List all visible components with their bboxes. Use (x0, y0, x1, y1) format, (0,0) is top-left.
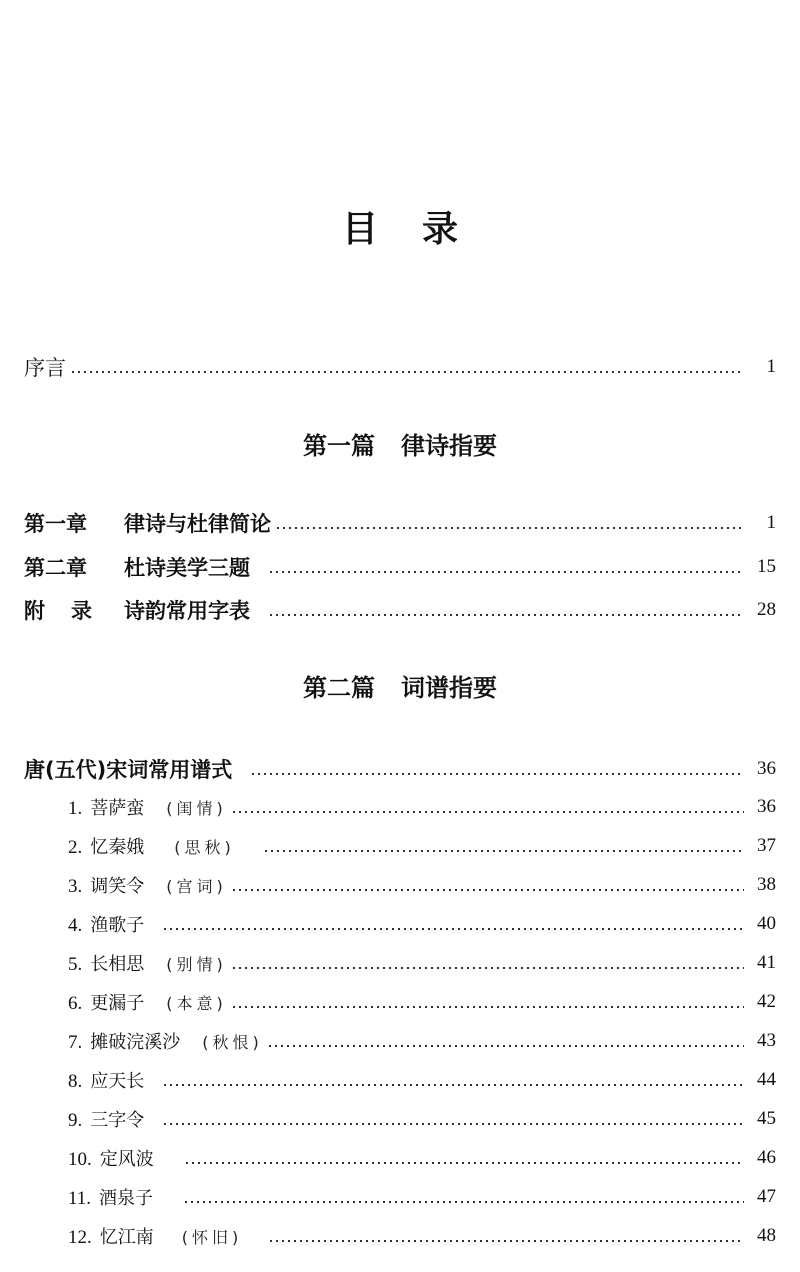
part-number: 第二篇 (303, 674, 375, 702)
entry-number: 10. (68, 1149, 92, 1170)
part-heading-1 (0, 430, 800, 462)
entry-title: 应天长 (90, 1071, 145, 1092)
entry-title: 忆江南 (99, 1227, 154, 1248)
toc-entry-ci-7[interactable] (0, 1026, 800, 1056)
part-heading-2 (0, 672, 800, 704)
toc-page-number: 41 (757, 952, 776, 973)
toc-entry-ci-11[interactable] (0, 1182, 800, 1212)
entry-title: 酒泉子 (99, 1188, 154, 1209)
entry-number: 1. (68, 798, 83, 819)
toc-page-number: 43 (757, 1030, 776, 1051)
toc-entry-ci-2[interactable] (0, 831, 800, 861)
part-name: 律诗指要 (401, 432, 497, 460)
entry-number: 2. (68, 837, 83, 858)
entry-title: 长相思 (90, 954, 145, 975)
entry-note: (思秋) (174, 838, 235, 857)
section-title: 唐(五代)宋词常用谱式 (24, 758, 233, 782)
dot-leader (184, 1162, 744, 1164)
entry-note: (宫词) (166, 877, 227, 896)
dot-leader (231, 967, 744, 969)
dot-leader (268, 571, 744, 573)
toc-entry-ci-4[interactable] (0, 909, 800, 939)
toc-entry-ci-12[interactable] (0, 1221, 800, 1251)
dot-leader (268, 1240, 744, 1242)
toc-entry-ci-5[interactable] (0, 948, 800, 978)
toc-page-number: 48 (757, 1225, 776, 1246)
toc-page-number: 40 (757, 913, 776, 934)
toc-page-number: 37 (757, 835, 776, 856)
toc-page-number: 47 (757, 1186, 776, 1207)
entry-number: 9. (68, 1110, 83, 1131)
dot-leader (231, 1006, 744, 1008)
dot-leader (231, 811, 744, 813)
part-number: 第一篇 (303, 432, 375, 460)
entry-title: 渔歌子 (90, 915, 145, 936)
toc-page-number: 42 (757, 991, 776, 1012)
entry-title: 摊破浣溪沙 (90, 1032, 181, 1053)
toc-entry-ci-10[interactable] (0, 1143, 800, 1173)
toc-entry-preface[interactable] (0, 352, 800, 382)
entry-number: 8. (68, 1071, 83, 1092)
entry-note: (闺情) (166, 799, 227, 818)
toc-page-number: 46 (757, 1147, 776, 1168)
dot-leader (263, 850, 744, 852)
toc-page-number: 45 (757, 1108, 776, 1129)
dot-leader (250, 773, 744, 775)
toc-entry-section[interactable] (0, 754, 800, 784)
toc-page-number: 1 (766, 512, 776, 533)
dot-leader (162, 1123, 744, 1125)
toc-entry-ci-3[interactable] (0, 870, 800, 900)
entry-title: 调笑令 (90, 876, 145, 897)
toc-page-number: 15 (757, 556, 776, 577)
part-name: 词谱指要 (401, 674, 497, 702)
dot-leader (162, 928, 744, 930)
toc-page-number: 38 (757, 874, 776, 895)
entry-number: 6. (68, 993, 83, 1014)
toc-entry-ci-1[interactable] (0, 792, 800, 822)
entry-note: (别情) (166, 955, 227, 974)
page-title: 目录 (341, 209, 502, 250)
toc-entry-chapter-1[interactable] (0, 508, 800, 538)
toc-entry-ci-6[interactable] (0, 987, 800, 1017)
entry-number: 12. (68, 1227, 92, 1248)
entry-number: 7. (68, 1032, 83, 1053)
toc-page-number: 36 (757, 758, 776, 779)
toc-page-number: 28 (757, 599, 776, 620)
chapter-number: 第二章 (24, 556, 87, 580)
dot-leader (162, 1084, 744, 1086)
entry-number: 5. (68, 954, 83, 975)
chapter-title: 诗韵常用字表 (124, 599, 250, 623)
entry-number: 3. (68, 876, 83, 897)
toc-entry-ci-8[interactable] (0, 1065, 800, 1095)
chapter-title: 杜诗美学三题 (124, 556, 250, 580)
entry-title: 菩萨蛮 (90, 798, 145, 819)
toc-entry-ci-9[interactable] (0, 1104, 800, 1134)
toc-page-number: 44 (757, 1069, 776, 1090)
entry-note: (本意) (166, 994, 227, 1013)
dot-leader (275, 527, 744, 529)
toc-entry-label: 序言 (24, 356, 66, 380)
entry-title: 定风波 (99, 1149, 154, 1170)
toc-entry-chapter-2[interactable] (0, 552, 800, 582)
entry-number: 4. (68, 915, 83, 936)
toc-entry-appendix[interactable] (0, 595, 800, 625)
toc-page-number: 1 (766, 356, 776, 377)
toc-page-number: 36 (757, 796, 776, 817)
dot-leader (267, 1045, 744, 1047)
entry-title: 更漏子 (90, 993, 145, 1014)
entry-note: (秋恨) (202, 1033, 263, 1052)
dot-leader (70, 371, 744, 373)
entry-title: 忆秦娥 (90, 837, 145, 858)
dot-leader (183, 1201, 744, 1203)
chapter-title: 律诗与杜律简论 (124, 512, 271, 536)
entry-note: (怀旧) (181, 1228, 243, 1247)
chapter-number: 附录 (24, 599, 118, 623)
dot-leader (268, 614, 744, 616)
entry-title: 三字令 (90, 1110, 145, 1131)
dot-leader (231, 889, 744, 891)
chapter-number: 第一章 (24, 512, 87, 536)
entry-number: 11. (68, 1188, 92, 1209)
